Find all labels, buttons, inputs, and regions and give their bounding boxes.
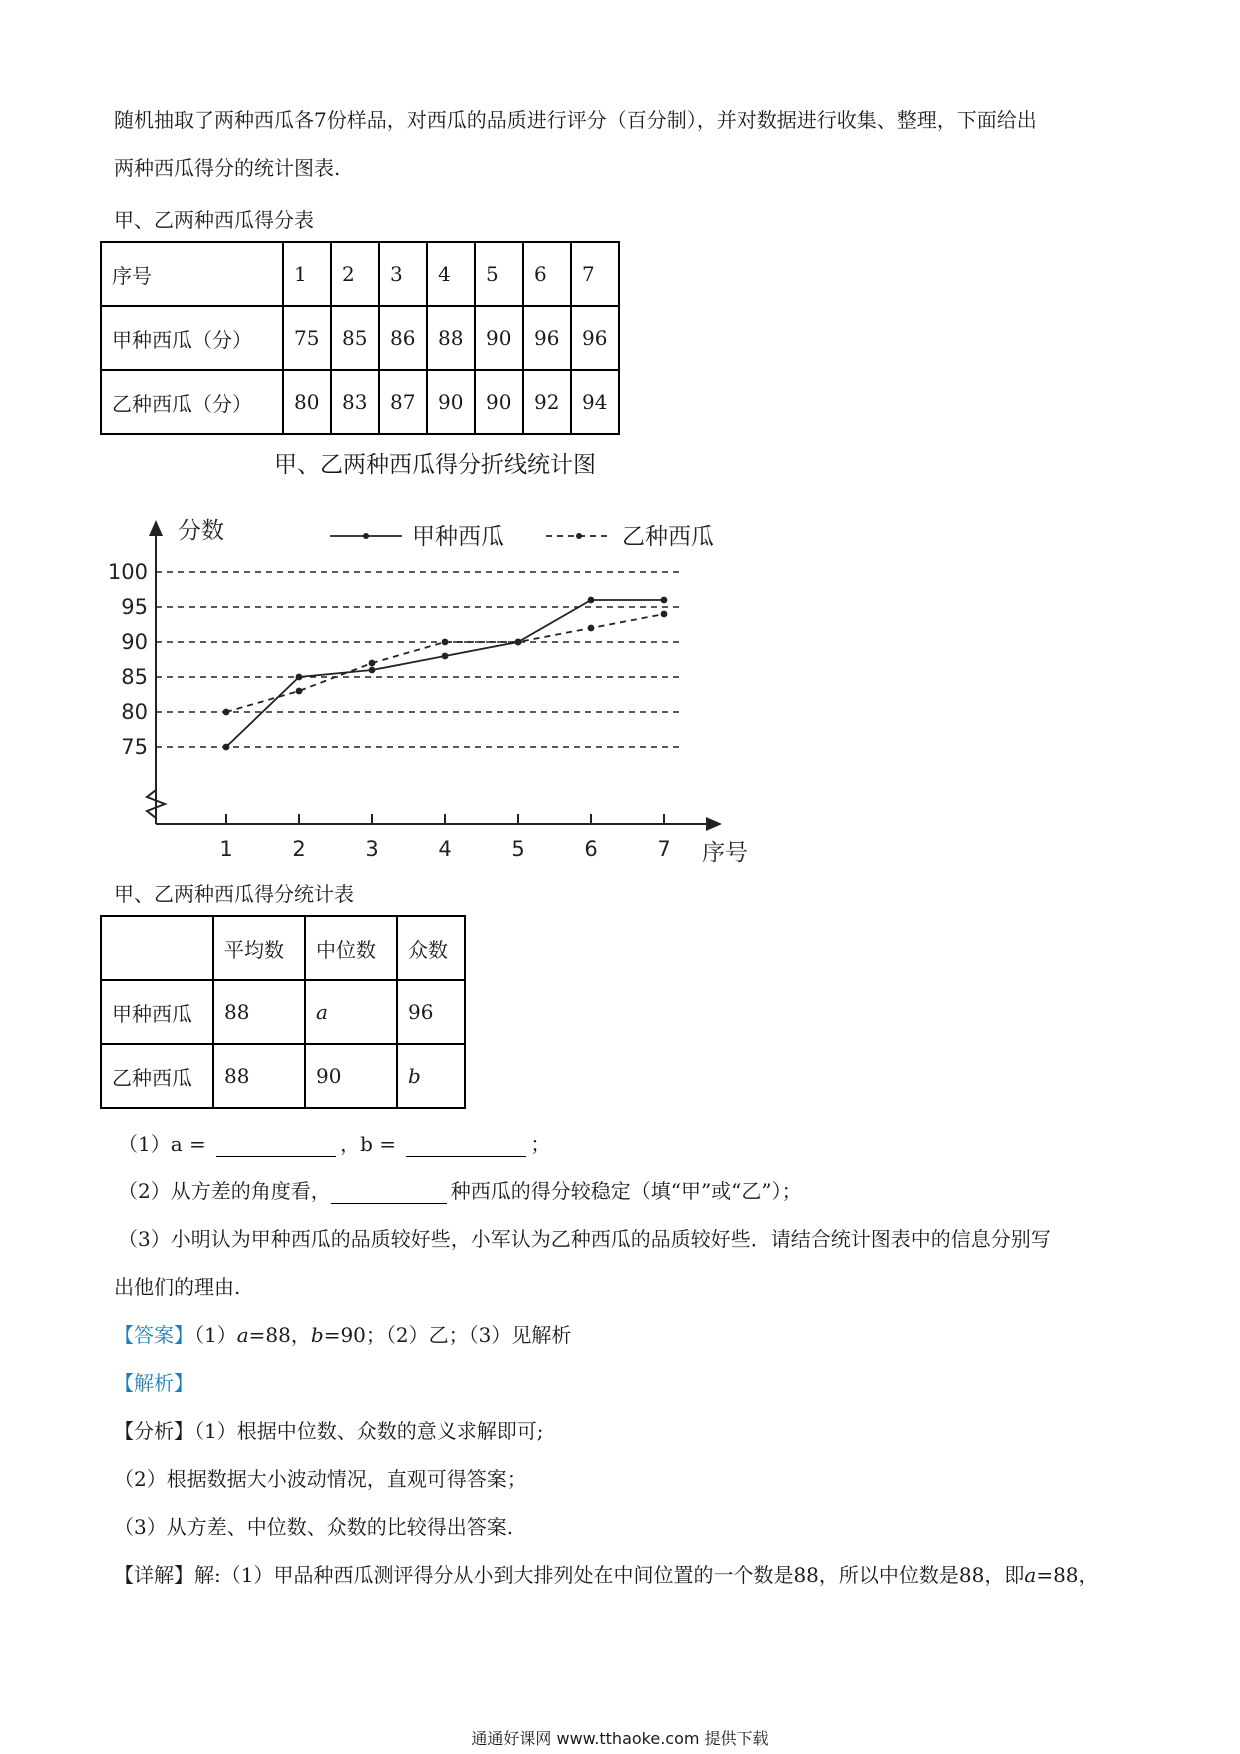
detail-tag: 【详解】 (114, 1563, 194, 1587)
intro-line-2: 两种西瓜得分的统计图表. (114, 156, 341, 180)
detail-text: 解:（1）甲品种西瓜测评得分从小到大排列处在中间位置的一个数是88，所以中位数是88，即 (194, 1563, 1025, 1587)
stats-header-cell (101, 916, 213, 980)
score-cell: 83 (331, 370, 379, 434)
axis-break-icon (147, 790, 165, 818)
analysis-step-3: （3）从方差、中位数、众数的比较得出答案. (114, 1515, 514, 1539)
q2-prefix: （2）从方差的角度看， (118, 1179, 331, 1203)
analysis-detail (114, 1559, 1099, 1588)
question-3-line-2: 出他们的理由. (114, 1275, 241, 1299)
fenxi-tag: 【分析】 (114, 1419, 194, 1443)
score-cell: 94 (571, 370, 619, 434)
x-tick-label: 5 (511, 837, 525, 861)
data-point (588, 597, 595, 604)
row-label: 乙种西瓜（分） (101, 370, 283, 434)
question-3-line-1: （3）小明认为甲种西瓜的品质较好些，小军认为乙种西瓜的品质较好些．请结合统计图表中的信息分别写 (118, 1227, 1051, 1251)
intro-line-1: 随机抽取了两种西瓜各7份样品，对西瓜的品质进行评分（百分制），并对数据进行收集、整理，下面给出 (114, 108, 1037, 132)
legend-marker (363, 533, 369, 539)
data-point (223, 744, 230, 751)
series-line-2 (226, 614, 664, 712)
data-point (442, 639, 449, 646)
data-point (369, 667, 376, 674)
answer-value-b: =90；（2）乙；（3）见解析 (323, 1323, 572, 1347)
data-point (588, 625, 595, 632)
score-cell: 80 (283, 370, 331, 434)
score-index-cell: 3 (379, 242, 427, 306)
score-cell: 90 (427, 370, 475, 434)
score-index-cell: 7 (571, 242, 619, 306)
answer-value-a: =88， (248, 1323, 311, 1347)
x-axis-arrow-icon (706, 817, 722, 831)
score-index-cell: 1 (283, 242, 331, 306)
score-cell: 86 (379, 306, 427, 370)
detail-var: a (1024, 1563, 1037, 1587)
answer-blank-a[interactable] (216, 1138, 336, 1157)
median-cell: a (305, 980, 397, 1044)
y-axis-label: 分数 (178, 518, 224, 544)
analysis-tag: 【解析】 (114, 1371, 194, 1395)
score-index-cell: 4 (427, 242, 475, 306)
score-cell: 96 (523, 306, 571, 370)
analysis-step-2: （2）根据数据大小波动情况，直观可得答案； (114, 1467, 527, 1491)
data-point (223, 709, 230, 716)
stats-header-cell: 中位数 (305, 916, 397, 980)
y-tick-label: 85 (121, 665, 148, 689)
score-index-cell: 2 (331, 242, 379, 306)
data-point (442, 653, 449, 660)
answer-blank-variance[interactable] (331, 1185, 447, 1204)
score-cell: 90 (475, 370, 523, 434)
x-tick-label: 4 (438, 837, 452, 861)
y-tick-label: 90 (121, 630, 148, 654)
score-index-cell: 6 (523, 242, 571, 306)
stats-table-caption: 甲、乙两种西瓜得分统计表 (114, 882, 354, 906)
row-label: 甲种西瓜（分） (101, 306, 283, 370)
score-table-caption: 甲、乙两种西瓜得分表 (114, 208, 314, 232)
q1-mid: ，b = (340, 1132, 397, 1156)
answer-var-a: a (236, 1323, 249, 1347)
intro-paragraph (114, 96, 1134, 192)
score-cell: 96 (571, 306, 619, 370)
stats-header-cell: 平均数 (213, 916, 305, 980)
legend-label: 甲种西瓜 (412, 524, 504, 550)
score-table-row-jia (101, 306, 619, 370)
y-axis-arrow-icon (149, 520, 163, 536)
score-cell: 75 (283, 306, 331, 370)
score-table (100, 241, 620, 435)
median-cell: 90 (305, 1044, 397, 1108)
detail-end: =88， (1036, 1563, 1099, 1587)
y-tick-label: 100 (107, 560, 148, 584)
row-label: 甲种西瓜 (101, 980, 213, 1044)
score-table-row-yi (101, 370, 619, 434)
x-tick-label: 7 (657, 837, 671, 861)
stats-header-cell: 众数 (397, 916, 465, 980)
data-point (515, 639, 522, 646)
footer-source: 通通好课网 www.tthaoke.com 提供下载 (471, 1729, 769, 1748)
analysis-fenxi (114, 1415, 543, 1444)
data-point (515, 639, 522, 646)
answer-tag: 【答案】 (114, 1323, 194, 1347)
score-cell: 90 (475, 306, 523, 370)
fenxi-text: （1）根据中位数、众数的意义求解即可; (194, 1419, 544, 1443)
score-cell: 92 (523, 370, 571, 434)
question-2 (118, 1175, 802, 1204)
stats-row-jia (101, 980, 465, 1044)
data-point (369, 660, 376, 667)
mean-cell: 88 (213, 1044, 305, 1108)
legend-label: 乙种西瓜 (622, 524, 714, 550)
chart-title: 甲、乙两种西瓜得分折线统计图 (274, 452, 596, 478)
row-label: 乙种西瓜 (101, 1044, 213, 1108)
stats-row-yi (101, 1044, 465, 1108)
stats-table-header-row (101, 916, 465, 980)
mode-cell: b (397, 1044, 465, 1108)
score-cell: 87 (379, 370, 427, 434)
score-table-header-row (101, 242, 619, 306)
data-point (296, 688, 303, 695)
legend-marker (576, 533, 582, 539)
answer-part-1: （1） (194, 1323, 237, 1347)
q2-suffix: 种西瓜的得分较稳定（填“甲”或“乙”）； (450, 1179, 802, 1203)
question-1 (118, 1128, 550, 1157)
data-point (296, 674, 303, 681)
mean-cell: 88 (213, 980, 305, 1044)
x-tick-label: 2 (292, 837, 306, 861)
score-index-cell: 5 (475, 242, 523, 306)
data-point (661, 597, 668, 604)
answer-line (114, 1319, 571, 1348)
y-tick-label: 95 (121, 595, 148, 619)
score-cell: 85 (331, 306, 379, 370)
score-cell: 88 (427, 306, 475, 370)
y-tick-label: 75 (121, 735, 148, 759)
answer-blank-b[interactable] (406, 1138, 526, 1157)
y-tick-label: 80 (121, 700, 148, 724)
stats-table (100, 915, 466, 1109)
q1-end: ； (530, 1132, 551, 1156)
x-tick-label: 6 (584, 837, 598, 861)
x-tick-label: 1 (219, 837, 233, 861)
data-point (661, 611, 668, 618)
x-axis-label: 序号 (702, 840, 748, 866)
q1-prefix: （1）a = (118, 1132, 206, 1156)
x-tick-label: 3 (365, 837, 379, 861)
score-table-header-label: 序号 (101, 242, 283, 306)
answer-var-b: b (310, 1323, 324, 1347)
series-line-1 (226, 600, 664, 747)
mode-cell: 96 (397, 980, 465, 1044)
